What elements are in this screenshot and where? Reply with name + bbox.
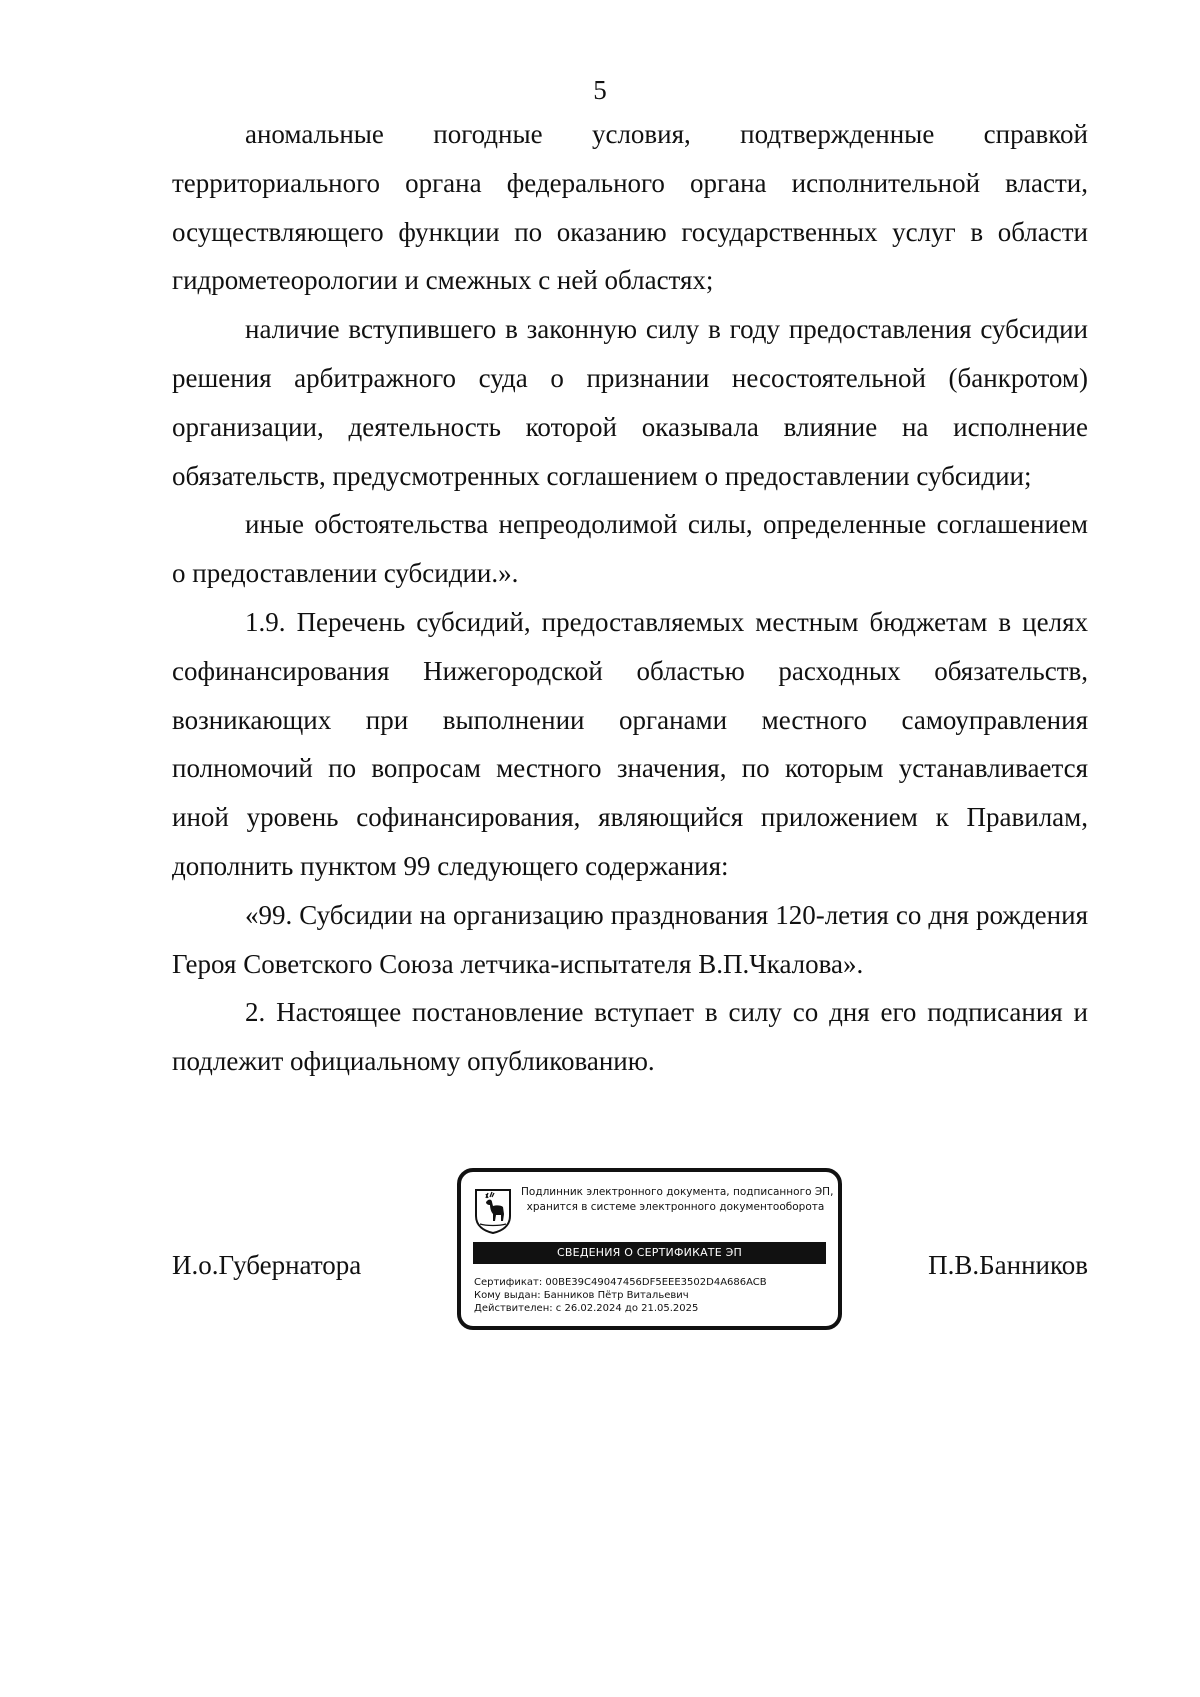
stamp-header (521, 1185, 834, 1215)
paragraph-force-majeure: иные обстоятельства непреодолимой силы, определенные соглашением о предоставлении субсидии.». (172, 509, 1088, 589)
paragraph-item-1-9: 1.9. Перечень субсидий, предоставляемых местным бюджетам в целях софинансирования Нижегородской областью расходных обязательств, возникающих при выполнении органами местного самоуправления полномочий по вопросам местного значения, по которым устанавливается иной уровень софинансирования, являющийся приложением к Правилам, дополнить пунктом 99 следующего содержания: (172, 606, 1088, 881)
certificate-row (474, 1276, 830, 1289)
signature-block (172, 1168, 1088, 1498)
electronic-signature-stamp (457, 1168, 842, 1330)
paragraph-bankruptcy: наличие вступившего в законную силу в году предоставления субсидии решения арбитражного суда о признании несостоятельной (банкротом) организации, деятельность которой оказывала влияние на исполнение обязательств, предусмотренных соглашением о предоставлении субсидии; (172, 314, 1088, 491)
stamp-header-line-1: Подлинник электронного документа, подписанного ЭП, (521, 1186, 834, 1198)
page-number: 5 (593, 75, 607, 105)
issued-to-value: Банников Пётр Витальевич (543, 1290, 689, 1301)
deer-coat-of-arms-icon (474, 1188, 512, 1234)
valid-label: Действителен: (474, 1303, 553, 1314)
stamp-certificate-bar: СВЕДЕНИЯ О СЕРТИФИКАТЕ ЭП (473, 1242, 826, 1264)
signatory-position: И.о.Губернатора (172, 1250, 362, 1280)
certificate-value: 00BE39C49047456DF5EEE3502D4A686ACB (545, 1277, 767, 1288)
issued-to-label: Кому выдан: (474, 1290, 541, 1301)
valid-row (474, 1302, 830, 1315)
stamp-header-line-2: хранится в системе электронного документооборота (526, 1201, 825, 1213)
signatory-name: П.В.Банников (928, 1250, 1088, 1280)
stamp-certificate-info (474, 1276, 830, 1315)
paragraph-item-2: 2. Настоящее постановление вступает в силу со дня его подписания и подлежит официальному опубликованию. (172, 997, 1088, 1077)
paragraph-weather-conditions: аномальные погодные условия, подтвержденные справкой территориального органа федерального органа исполнительной власти, осуществляющего функции по оказанию государственных услуг в области гидрометеорологии и смежных с ней областях; (172, 119, 1088, 296)
document-body (172, 110, 1088, 1086)
certificate-label: Сертификат: (474, 1277, 543, 1288)
issued-to-row (474, 1289, 830, 1302)
paragraph-item-99: «99. Субсидии на организацию празднования 120-летия со дня рождения Героя Советского Союза летчика-испытателя В.П.Чкалова». (172, 899, 1088, 979)
valid-value: с 26.02.2024 до 21.05.2025 (555, 1303, 699, 1314)
